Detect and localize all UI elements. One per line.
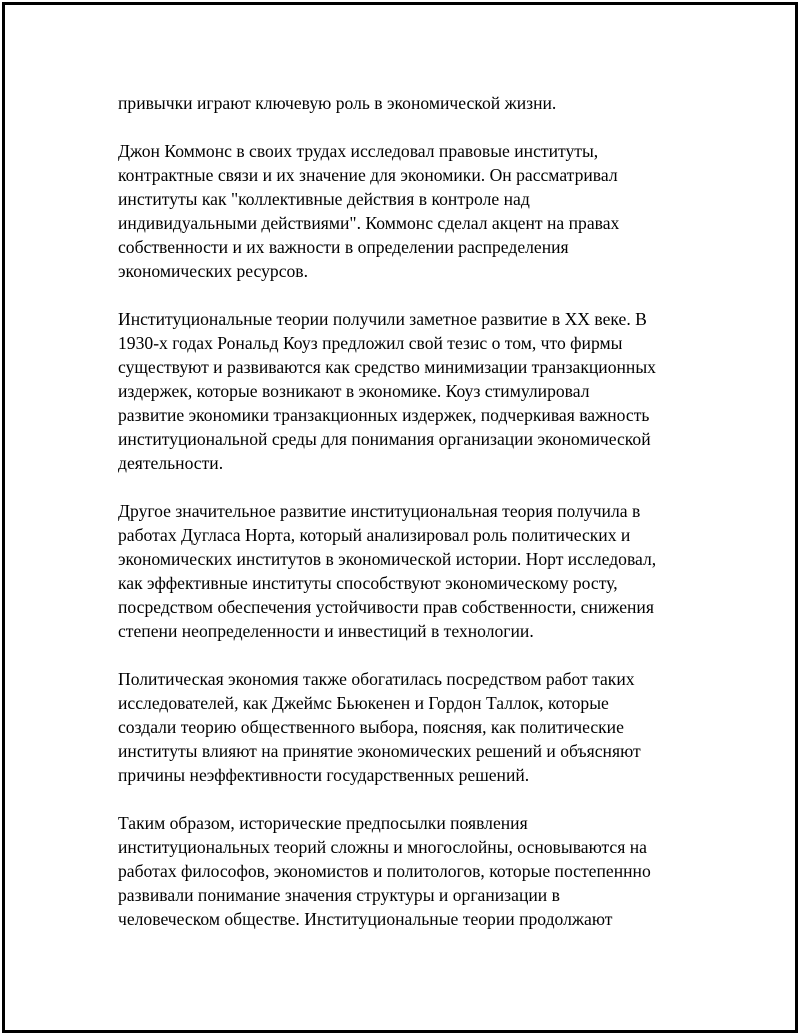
paragraph-habits: привычки играют ключевую роль в экономической жизни.	[118, 93, 557, 113]
paragraph-commons: Джон Коммонс в своих трудах исследовал правовые институты, контрактные связи и их значение для экономики. Он рассматривал институты как "коллективные действия в контроле над индивидуальными действиями". Коммонс сделал акцент на правах собственности и их важности в определении распределения экономических ресурсов.	[118, 141, 620, 281]
document-body	[118, 91, 698, 955]
paragraph-north: Другое значительное развитие институциональная теория получила в работах Дугласа Норта, который анализировал роль политических и экономических институтов в экономической истории. Норт исследовал, как эффективные институты способствуют экономическому росту, посредством обеспечения устойчивости прав собственности, снижения степени неопределенности и инвестиций в технологии.	[118, 501, 657, 641]
paragraph-conclusion: Таким образом, исторические предпосылки появления институциональных теорий сложны и многослойны, основываются на работах философов, экономистов и политологов, которые постепеннно развивали понимание значения структуры и организации в человеческом обществе. Институциональные теории продолжают	[118, 813, 651, 929]
paragraph-coase: Институциональные теории получили заметное развитие в XX веке. В 1930-х годах Рональд Коуз предложил свой тезис о том, что фирмы существуют и развиваются как средство минимизации транзакционных издержек, которые возникают в экономике. Коуз стимулировал развитие экономики транзакционных издержек, подчеркивая важность институциональной среды для понимания организации экономической деятельности.	[118, 309, 656, 473]
paragraph-public-choice: Политическая экономия также обогатилась посредством работ таких исследователей, как Джеймс Бьюкенен и Гордон Таллок, которые создали теорию общественного выбора, поясняя, как политические институты влияют на принятие экономических решений и объясняют причины неэффективности государственных решений.	[118, 669, 641, 785]
